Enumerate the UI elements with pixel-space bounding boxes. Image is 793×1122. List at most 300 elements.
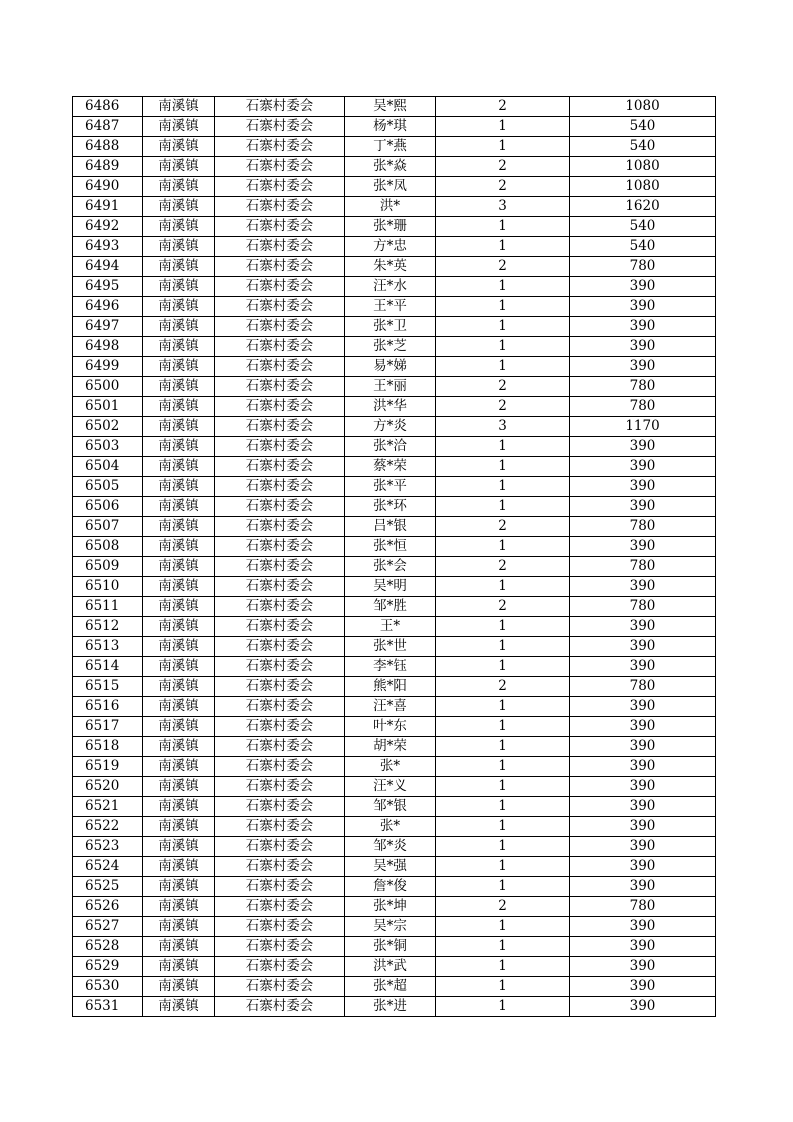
cell-serial-number: 6510 [73,577,143,597]
cell-count: 2 [436,897,570,917]
cell-count: 1 [436,857,570,877]
cell-village-committee: 石寨村委会 [215,157,345,177]
cell-count: 1 [436,117,570,137]
cell-serial-number: 6527 [73,917,143,937]
cell-town: 南溪镇 [143,777,215,797]
cell-count: 1 [436,697,570,717]
cell-name: 张*焱 [345,157,436,177]
cell-amount: 390 [570,537,716,557]
cell-amount: 780 [570,597,716,617]
cell-count: 1 [436,737,570,757]
table-row [73,397,716,417]
cell-amount: 390 [570,777,716,797]
table-row [73,97,716,117]
cell-count: 1 [436,217,570,237]
cell-count: 2 [436,597,570,617]
table-body [73,97,716,1017]
cell-serial-number: 6524 [73,857,143,877]
cell-count: 1 [436,817,570,837]
cell-amount: 390 [570,757,716,777]
cell-town: 南溪镇 [143,217,215,237]
cell-village-committee: 石寨村委会 [215,637,345,657]
cell-town: 南溪镇 [143,117,215,137]
cell-name: 洪* [345,197,436,217]
cell-village-committee: 石寨村委会 [215,277,345,297]
table-row [73,497,716,517]
cell-amount: 390 [570,717,716,737]
cell-count: 2 [436,397,570,417]
cell-amount: 390 [570,957,716,977]
cell-count: 1 [436,757,570,777]
cell-serial-number: 6488 [73,137,143,157]
cell-town: 南溪镇 [143,157,215,177]
cell-village-committee: 石寨村委会 [215,257,345,277]
cell-town: 南溪镇 [143,437,215,457]
cell-amount: 390 [570,997,716,1017]
cell-serial-number: 6521 [73,797,143,817]
cell-name: 张*卫 [345,317,436,337]
cell-serial-number: 6504 [73,457,143,477]
cell-name: 吴*明 [345,577,436,597]
cell-name: 邹*胜 [345,597,436,617]
cell-town: 南溪镇 [143,637,215,657]
cell-count: 1 [436,337,570,357]
cell-name: 张*珊 [345,217,436,237]
cell-name: 朱*英 [345,257,436,277]
table-row [73,217,716,237]
table-row [73,577,716,597]
cell-name: 张*超 [345,977,436,997]
cell-town: 南溪镇 [143,817,215,837]
table-row [73,177,716,197]
table-row [73,697,716,717]
cell-village-committee: 石寨村委会 [215,737,345,757]
cell-town: 南溪镇 [143,937,215,957]
cell-count: 2 [436,677,570,697]
cell-serial-number: 6490 [73,177,143,197]
cell-village-committee: 石寨村委会 [215,297,345,317]
cell-town: 南溪镇 [143,277,215,297]
cell-serial-number: 6528 [73,937,143,957]
cell-name: 邹*炎 [345,837,436,857]
cell-amount: 540 [570,217,716,237]
cell-village-committee: 石寨村委会 [215,957,345,977]
cell-village-committee: 石寨村委会 [215,357,345,377]
cell-serial-number: 6507 [73,517,143,537]
cell-name: 汪*喜 [345,697,436,717]
table-row [73,477,716,497]
table-row [73,777,716,797]
cell-name: 王*丽 [345,377,436,397]
cell-town: 南溪镇 [143,177,215,197]
cell-town: 南溪镇 [143,517,215,537]
cell-name: 王* [345,617,436,637]
cell-serial-number: 6513 [73,637,143,657]
cell-serial-number: 6498 [73,337,143,357]
cell-amount: 780 [570,897,716,917]
cell-amount: 1080 [570,157,716,177]
cell-village-committee: 石寨村委会 [215,317,345,337]
cell-name: 邹*银 [345,797,436,817]
cell-count: 1 [436,477,570,497]
cell-village-committee: 石寨村委会 [215,417,345,437]
table-row [73,597,716,617]
cell-amount: 390 [570,617,716,637]
cell-serial-number: 6486 [73,97,143,117]
cell-serial-number: 6501 [73,397,143,417]
cell-village-committee: 石寨村委会 [215,917,345,937]
cell-serial-number: 6492 [73,217,143,237]
cell-town: 南溪镇 [143,857,215,877]
table-row [73,917,716,937]
cell-name: 张*世 [345,637,436,657]
cell-count: 1 [436,797,570,817]
table-row [73,317,716,337]
cell-name: 胡*荣 [345,737,436,757]
cell-village-committee: 石寨村委会 [215,337,345,357]
cell-amount: 390 [570,657,716,677]
cell-name: 张* [345,757,436,777]
cell-town: 南溪镇 [143,997,215,1017]
cell-village-committee: 石寨村委会 [215,837,345,857]
table-row [73,877,716,897]
table-row [73,337,716,357]
cell-serial-number: 6495 [73,277,143,297]
cell-town: 南溪镇 [143,917,215,937]
cell-village-committee: 石寨村委会 [215,237,345,257]
cell-town: 南溪镇 [143,397,215,417]
cell-village-committee: 石寨村委会 [215,717,345,737]
cell-count: 1 [436,137,570,157]
table-row [73,357,716,377]
cell-amount: 390 [570,497,716,517]
cell-count: 1 [436,977,570,997]
table-row [73,837,716,857]
cell-town: 南溪镇 [143,897,215,917]
cell-name: 汪*义 [345,777,436,797]
cell-count: 1 [436,437,570,457]
cell-serial-number: 6529 [73,957,143,977]
cell-town: 南溪镇 [143,577,215,597]
cell-amount: 390 [570,317,716,337]
table-row [73,457,716,477]
cell-name: 杨*琪 [345,117,436,137]
cell-serial-number: 6505 [73,477,143,497]
cell-name: 洪*华 [345,397,436,417]
cell-serial-number: 6530 [73,977,143,997]
cell-serial-number: 6493 [73,237,143,257]
cell-village-committee: 石寨村委会 [215,397,345,417]
cell-count: 1 [436,237,570,257]
cell-town: 南溪镇 [143,197,215,217]
cell-serial-number: 6531 [73,997,143,1017]
table-row [73,257,716,277]
cell-amount: 390 [570,917,716,937]
cell-count: 1 [436,277,570,297]
cell-village-committee: 石寨村委会 [215,537,345,557]
table-row [73,437,716,457]
cell-amount: 1080 [570,177,716,197]
cell-town: 南溪镇 [143,457,215,477]
cell-count: 1 [436,577,570,597]
cell-village-committee: 石寨村委会 [215,797,345,817]
table-row [73,117,716,137]
cell-town: 南溪镇 [143,797,215,817]
cell-village-committee: 石寨村委会 [215,577,345,597]
cell-village-committee: 石寨村委会 [215,877,345,897]
cell-amount: 780 [570,517,716,537]
cell-serial-number: 6517 [73,717,143,737]
cell-name: 吴*熙 [345,97,436,117]
cell-amount: 390 [570,357,716,377]
cell-name: 方*忠 [345,237,436,257]
cell-village-committee: 石寨村委会 [215,197,345,217]
cell-town: 南溪镇 [143,317,215,337]
cell-village-committee: 石寨村委会 [215,757,345,777]
table-row [73,737,716,757]
table-row [73,997,716,1017]
cell-town: 南溪镇 [143,657,215,677]
cell-serial-number: 6508 [73,537,143,557]
cell-name: 张*会 [345,557,436,577]
table-row [73,557,716,577]
cell-town: 南溪镇 [143,477,215,497]
cell-town: 南溪镇 [143,97,215,117]
cell-amount: 780 [570,397,716,417]
cell-name: 李*钰 [345,657,436,677]
cell-count: 1 [436,317,570,337]
cell-town: 南溪镇 [143,537,215,557]
cell-serial-number: 6503 [73,437,143,457]
cell-serial-number: 6518 [73,737,143,757]
table-row [73,537,716,557]
cell-town: 南溪镇 [143,617,215,637]
cell-name: 叶*东 [345,717,436,737]
cell-village-committee: 石寨村委会 [215,437,345,457]
cell-village-committee: 石寨村委会 [215,597,345,617]
cell-serial-number: 6491 [73,197,143,217]
table-row [73,277,716,297]
cell-village-committee: 石寨村委会 [215,137,345,157]
table-row [73,417,716,437]
cell-town: 南溪镇 [143,257,215,277]
table-row [73,657,716,677]
table-row [73,637,716,657]
cell-count: 2 [436,377,570,397]
cell-amount: 780 [570,377,716,397]
cell-village-committee: 石寨村委会 [215,377,345,397]
table-row [73,137,716,157]
cell-amount: 390 [570,637,716,657]
cell-town: 南溪镇 [143,237,215,257]
cell-serial-number: 6500 [73,377,143,397]
cell-village-committee: 石寨村委会 [215,677,345,697]
cell-village-committee: 石寨村委会 [215,177,345,197]
cell-amount: 390 [570,937,716,957]
table-row [73,857,716,877]
cell-name: 方*炎 [345,417,436,437]
cell-serial-number: 6502 [73,417,143,437]
cell-amount: 390 [570,857,716,877]
cell-count: 1 [436,457,570,477]
cell-name: 张*洽 [345,437,436,457]
cell-village-committee: 石寨村委会 [215,117,345,137]
cell-serial-number: 6520 [73,777,143,797]
cell-village-committee: 石寨村委会 [215,937,345,957]
cell-count: 1 [436,957,570,977]
cell-amount: 390 [570,297,716,317]
cell-town: 南溪镇 [143,737,215,757]
cell-name: 吴*宗 [345,917,436,937]
cell-count: 2 [436,157,570,177]
cell-village-committee: 石寨村委会 [215,817,345,837]
cell-amount: 390 [570,697,716,717]
cell-village-committee: 石寨村委会 [215,897,345,917]
table-row [73,297,716,317]
cell-village-committee: 石寨村委会 [215,457,345,477]
cell-count: 1 [436,537,570,557]
cell-count: 1 [436,637,570,657]
cell-town: 南溪镇 [143,337,215,357]
cell-serial-number: 6499 [73,357,143,377]
cell-count: 1 [436,837,570,857]
table-row [73,517,716,537]
cell-amount: 390 [570,477,716,497]
table-row [73,817,716,837]
cell-amount: 390 [570,457,716,477]
cell-amount: 780 [570,257,716,277]
cell-name: 张*恒 [345,537,436,557]
cell-village-committee: 石寨村委会 [215,777,345,797]
cell-amount: 390 [570,977,716,997]
cell-amount: 1170 [570,417,716,437]
cell-amount: 780 [570,677,716,697]
cell-serial-number: 6525 [73,877,143,897]
cell-amount: 1620 [570,197,716,217]
cell-town: 南溪镇 [143,837,215,857]
cell-count: 1 [436,657,570,677]
cell-name: 张*环 [345,497,436,517]
cell-serial-number: 6487 [73,117,143,137]
cell-town: 南溪镇 [143,677,215,697]
cell-serial-number: 6511 [73,597,143,617]
table-row [73,617,716,637]
cell-count: 1 [436,777,570,797]
cell-count: 2 [436,97,570,117]
cell-amount: 540 [570,117,716,137]
cell-amount: 390 [570,877,716,897]
cell-amount: 390 [570,797,716,817]
table-row [73,197,716,217]
cell-amount: 390 [570,817,716,837]
cell-amount: 1080 [570,97,716,117]
cell-serial-number: 6489 [73,157,143,177]
table-row [73,897,716,917]
cell-count: 1 [436,297,570,317]
cell-name: 洪*武 [345,957,436,977]
cell-count: 1 [436,917,570,937]
cell-village-committee: 石寨村委会 [215,857,345,877]
cell-amount: 390 [570,737,716,757]
cell-name: 汪*水 [345,277,436,297]
cell-village-committee: 石寨村委会 [215,497,345,517]
cell-town: 南溪镇 [143,357,215,377]
cell-count: 2 [436,557,570,577]
cell-count: 1 [436,717,570,737]
cell-amount: 390 [570,277,716,297]
cell-serial-number: 6506 [73,497,143,517]
cell-name: 张*芝 [345,337,436,357]
cell-village-committee: 石寨村委会 [215,657,345,677]
cell-town: 南溪镇 [143,757,215,777]
cell-town: 南溪镇 [143,717,215,737]
cell-count: 3 [436,417,570,437]
cell-serial-number: 6512 [73,617,143,637]
table-row [73,677,716,697]
cell-town: 南溪镇 [143,137,215,157]
cell-amount: 390 [570,337,716,357]
cell-amount: 390 [570,577,716,597]
table-row [73,157,716,177]
cell-name: 张*平 [345,477,436,497]
cell-serial-number: 6522 [73,817,143,837]
cell-village-committee: 石寨村委会 [215,477,345,497]
cell-name: 蔡*荣 [345,457,436,477]
cell-serial-number: 6526 [73,897,143,917]
cell-count: 1 [436,497,570,517]
cell-name: 詹*俊 [345,877,436,897]
cell-town: 南溪镇 [143,877,215,897]
cell-town: 南溪镇 [143,597,215,617]
cell-name: 张*凤 [345,177,436,197]
cell-name: 张*进 [345,997,436,1017]
cell-serial-number: 6496 [73,297,143,317]
cell-village-committee: 石寨村委会 [215,997,345,1017]
cell-amount: 540 [570,237,716,257]
cell-town: 南溪镇 [143,417,215,437]
cell-serial-number: 6516 [73,697,143,717]
cell-serial-number: 6515 [73,677,143,697]
cell-amount: 390 [570,437,716,457]
cell-town: 南溪镇 [143,557,215,577]
cell-village-committee: 石寨村委会 [215,97,345,117]
cell-count: 2 [436,517,570,537]
data-table [72,96,716,1017]
table-row [73,757,716,777]
cell-amount: 780 [570,557,716,577]
cell-name: 吕*银 [345,517,436,537]
cell-name: 王*平 [345,297,436,317]
table-row [73,957,716,977]
cell-count: 2 [436,177,570,197]
cell-count: 1 [436,357,570,377]
cell-amount: 390 [570,837,716,857]
table-row [73,377,716,397]
cell-serial-number: 6494 [73,257,143,277]
cell-count: 1 [436,877,570,897]
table-row [73,717,716,737]
cell-name: 张*坤 [345,897,436,917]
cell-count: 2 [436,257,570,277]
cell-village-committee: 石寨村委会 [215,217,345,237]
cell-name: 丁*燕 [345,137,436,157]
table-row [73,237,716,257]
cell-name: 张* [345,817,436,837]
table-row [73,797,716,817]
cell-count: 3 [436,197,570,217]
cell-town: 南溪镇 [143,297,215,317]
cell-name: 吴*强 [345,857,436,877]
